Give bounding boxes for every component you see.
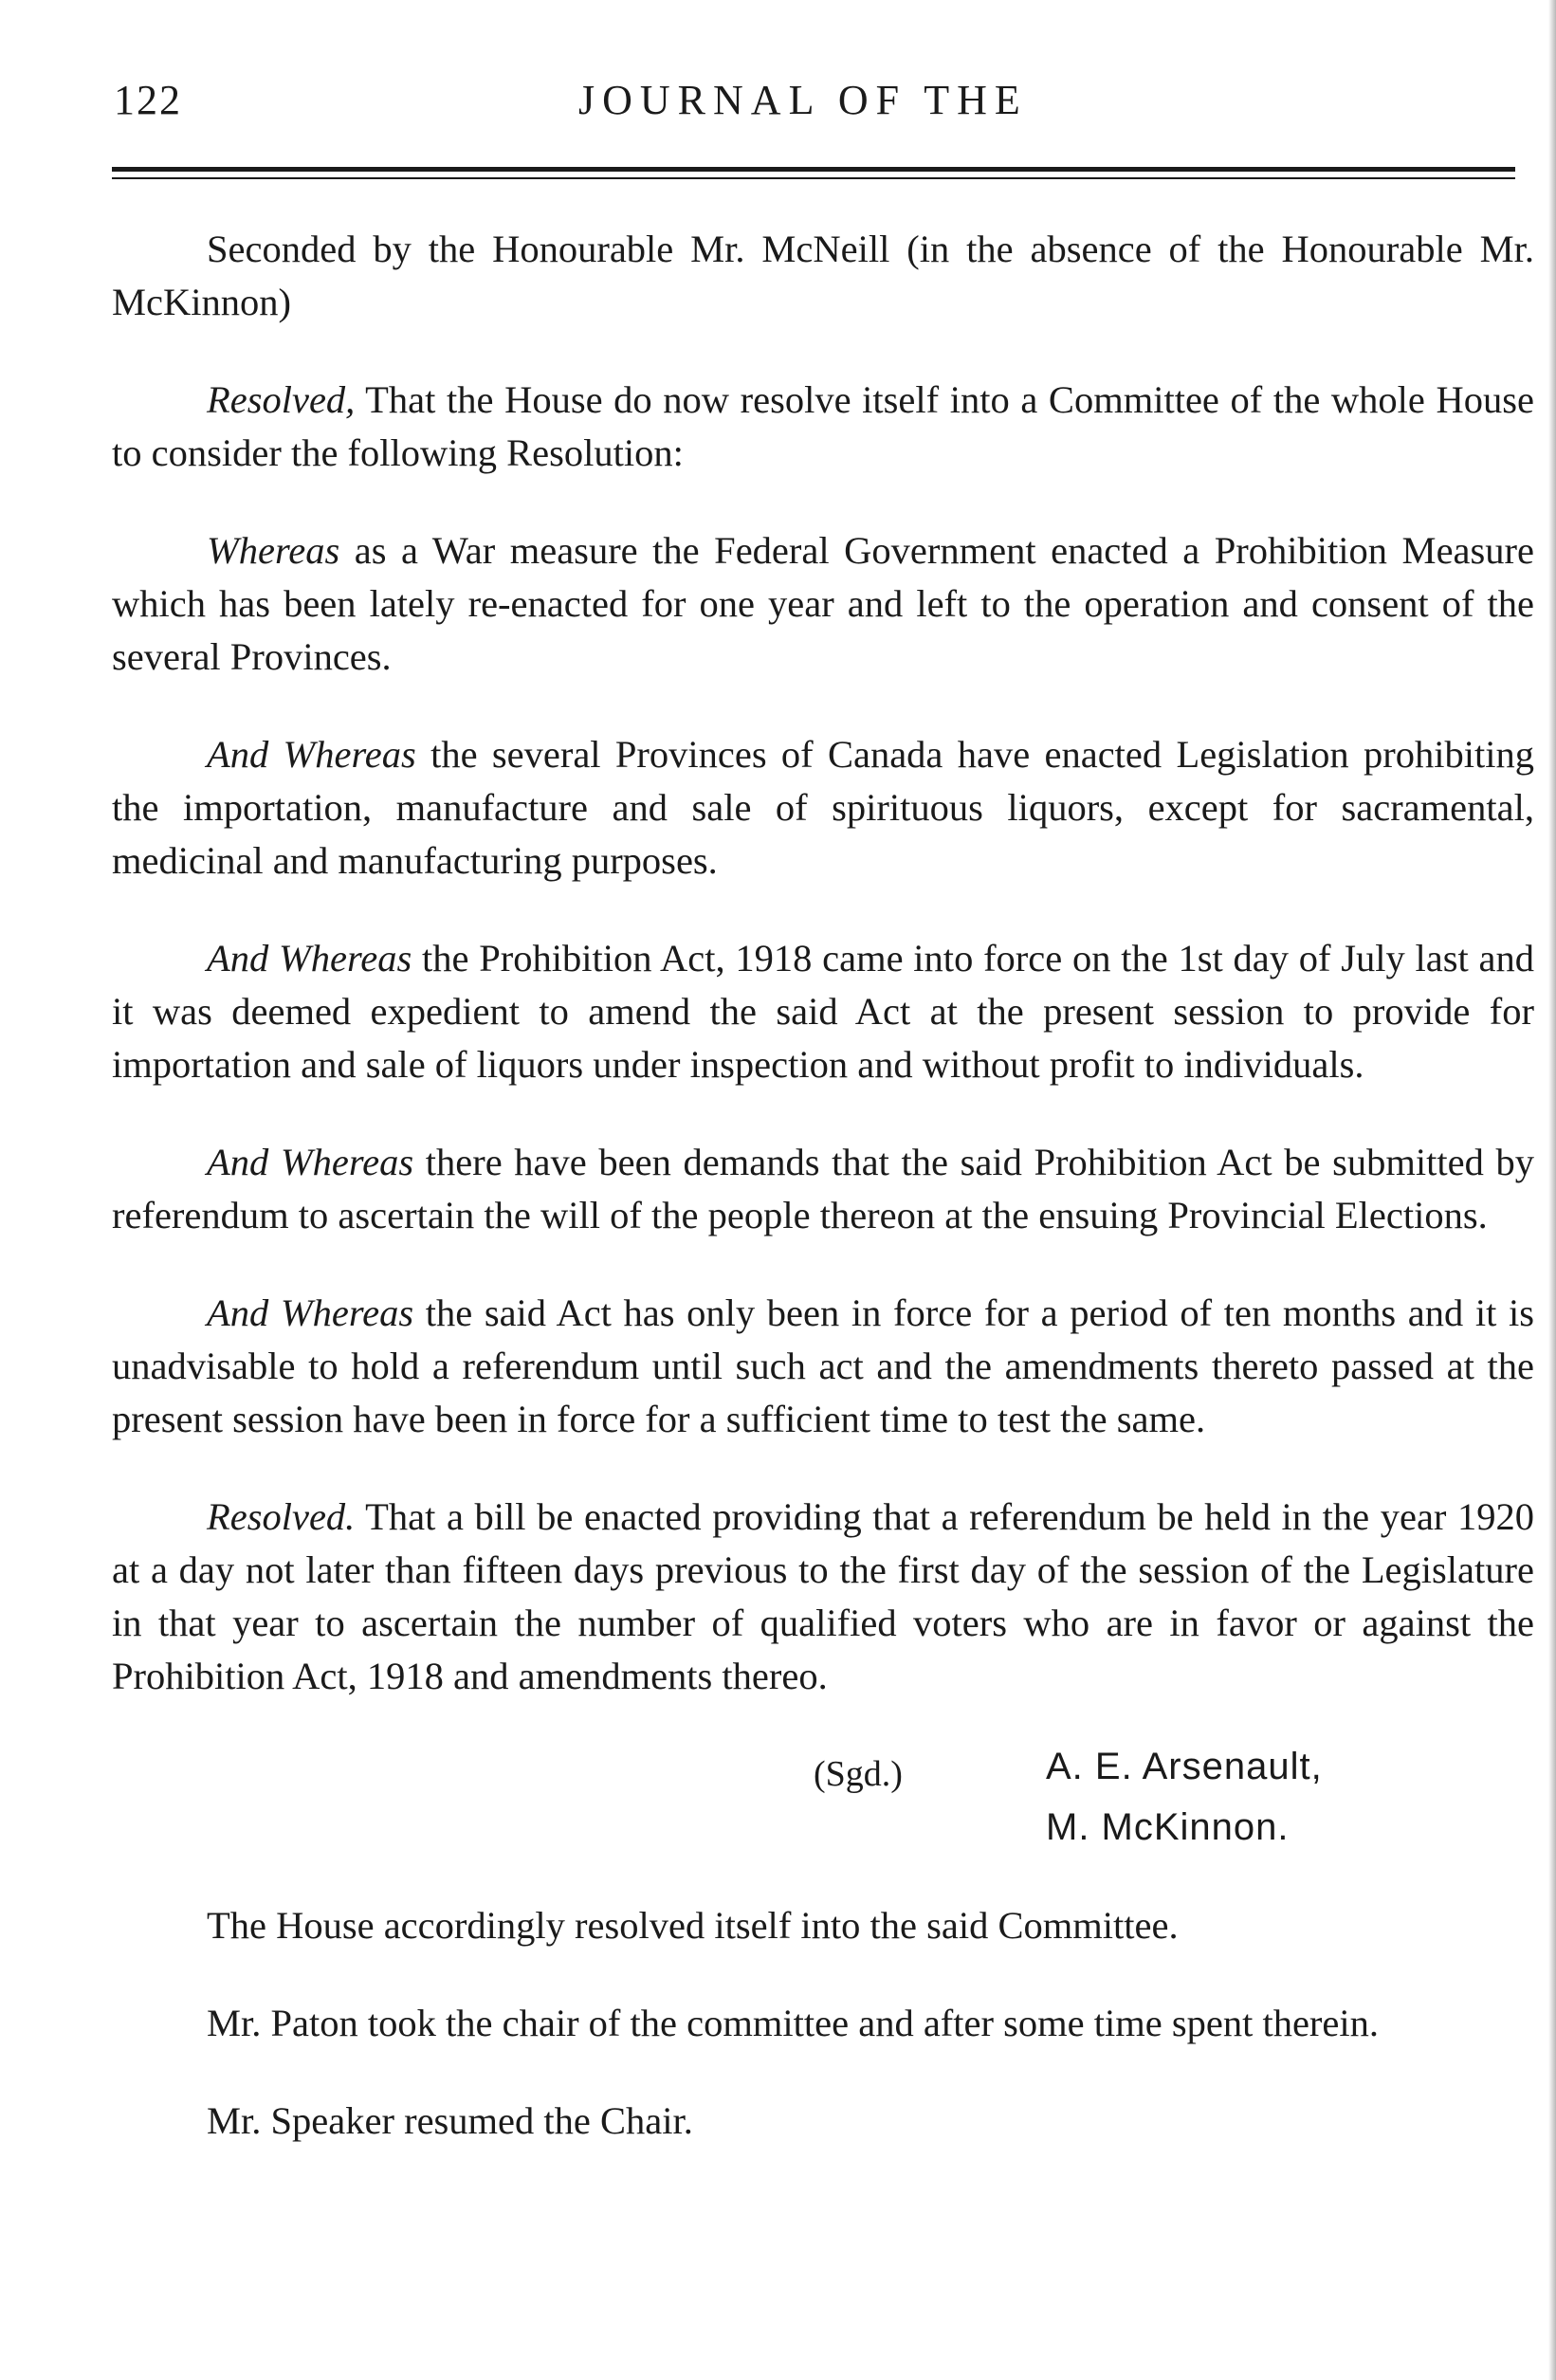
paragraph-text: The House accordingly resolved itself into the said Committee. (207, 1904, 1179, 1947)
paragraph-text: as a War measure the Federal Government enacted a Prohibition Measure which has been lately re-enacted for one year and left to the operation and consent of the several Provinces. (112, 529, 1534, 678)
paragraph-seconded (112, 223, 1534, 329)
signature-block (112, 1740, 1534, 1861)
paragraph-lead: And Whereas (207, 733, 416, 776)
paragraph-resolved-bill (112, 1491, 1534, 1703)
paragraph-lead: Resolved, (207, 378, 356, 421)
paragraph-text: the Prohibition Act, 1918 came into force on the 1st day of July last and it was deemed expedient to amend the said Act at the present session to provide for importation and sale of liquors under inspection and without profit to individuals. (112, 937, 1534, 1086)
journal-body (112, 223, 1534, 2192)
paragraph-lead: And Whereas (207, 937, 412, 979)
paragraph-text: Mr. Paton took the chair of the committee and after some time spent therein. (207, 2002, 1380, 2044)
signer-mckinnon: M. McKinnon. (1046, 1806, 1290, 1848)
paragraph-text: there have been demands that the said Prohibition Act be submitted by referendum to ascertain the will of the people thereon at the ensuing Provincial Elections. (112, 1141, 1534, 1236)
paragraph-lead: And Whereas (207, 1291, 414, 1334)
paragraph-text: Mr. Speaker resumed the Chair. (207, 2099, 693, 2142)
sgd-label: (Sgd.) (814, 1754, 903, 1794)
page-edge-shadow (1548, 0, 1556, 2380)
paragraph-whereas-3 (112, 932, 1534, 1091)
paragraph-lead: Resolved. (207, 1495, 356, 1538)
paragraph-whereas-2 (112, 728, 1534, 888)
paragraph-text: That the House do now resolve itself into a Committee of the whole House to consider the following Resolution: (112, 378, 1534, 474)
paragraph-lead: Whereas (207, 529, 340, 572)
paragraph-text: That a bill be enacted providing that a referendum be held in the year 1920 at a day not later than fifteen days previous to the first day of the session of the Legislature in that year to ascertain the number of qualified voters who are in favor or against the Prohibition Act, 1918 and amendments thereo. (112, 1495, 1534, 1697)
paragraph-speaker-resumed (112, 2095, 1534, 2148)
paragraph-text: the said Act has only been in force for a period of ten months and it is unadvisable to hold a referendum until such act and the amendments thereto passed at the present session have been in force for a sufficient time to test the same. (112, 1291, 1534, 1440)
paragraph-lead: And Whereas (207, 1141, 414, 1183)
header-rule-thin (112, 177, 1515, 179)
signer-arsenault: A. E. Arsenault, (1046, 1746, 1323, 1787)
paragraph-whereas-4 (112, 1136, 1534, 1242)
page-number: 122 (114, 77, 182, 123)
page-header (114, 76, 1536, 133)
header-rule-thick (112, 167, 1515, 172)
paragraph-text: Seconded by the Honourable Mr. McNeill (in the absence of the Honourable Mr. McKinnon) (112, 228, 1534, 323)
running-title: JOURNAL OF THE (578, 77, 1028, 123)
paragraph-whereas-1 (112, 524, 1534, 684)
paragraph-resolved-committee (112, 374, 1534, 480)
paragraph-paton-chair (112, 1997, 1534, 2050)
paragraph-text: the several Provinces of Canada have enacted Legislation prohibiting the importation, manufacture and sale of spirituous liquors, except for sacramental, medicinal and manufacturing purposes. (112, 733, 1534, 882)
paragraph-house-resolved (112, 1899, 1534, 1952)
paragraph-whereas-5 (112, 1287, 1534, 1446)
